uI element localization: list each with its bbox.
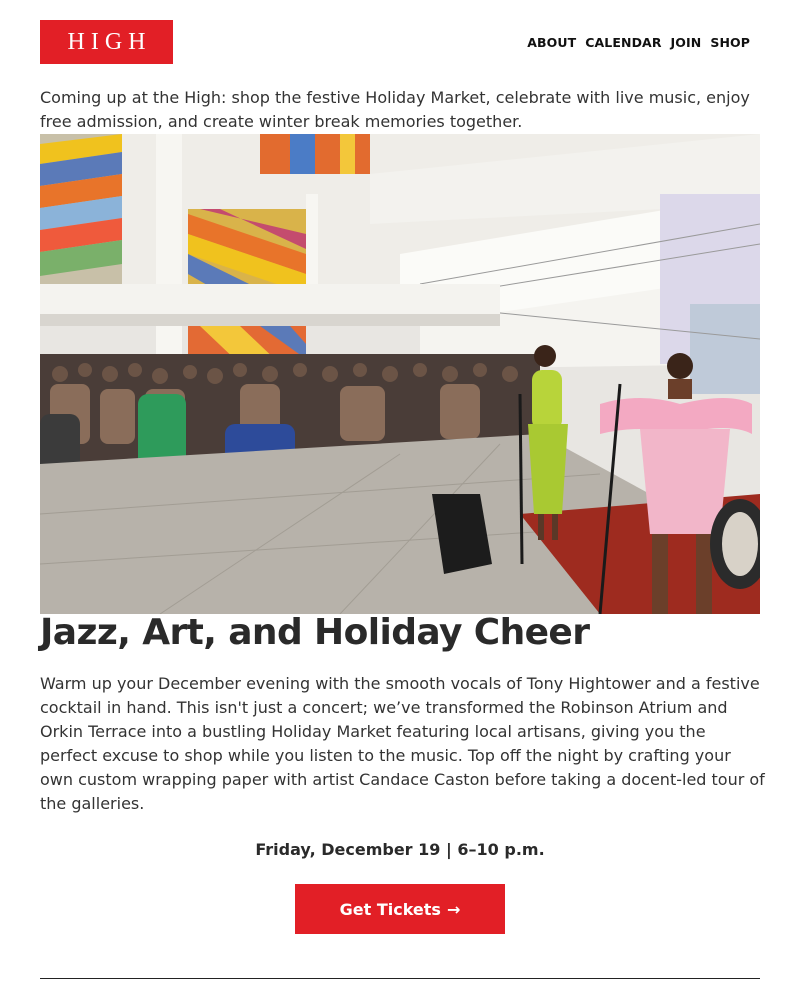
nav-shop-link[interactable]: SHOP bbox=[710, 35, 750, 50]
article-body: Warm up your December evening with the smooth vocals of Tony Hightower and a festive cocktail in hand. This isn't just a concert; we’ve transformed the Robinson Atrium and Orkin Terrace into a bustling Holiday Market featuring local artisans, giving you the perfect excuse to shop while you listen to the music. Top off the night by crafting your own custom wrapping paper with artist Candace Caston before taking a docent-led tour of the galleries. bbox=[40, 674, 765, 813]
atrium-concert-photo bbox=[40, 134, 760, 614]
mural-left bbox=[40, 134, 122, 284]
get-tickets-button[interactable] bbox=[295, 884, 505, 934]
article-headline: Jazz, Art, and Holiday Cheer bbox=[40, 612, 590, 653]
logo-text: HIGH bbox=[67, 28, 152, 55]
event-date: Friday, December 19 | 6–10 p.m. bbox=[255, 840, 545, 859]
top-nav bbox=[527, 35, 750, 50]
section-divider bbox=[40, 978, 760, 979]
nav-join-link[interactable]: JOIN bbox=[670, 35, 702, 50]
hero-image[interactable] bbox=[40, 134, 760, 614]
intro-text: Coming up at the High: shop the festive Holiday Market, celebrate with live music, enjoy free admission, and create winter break memories together. bbox=[40, 88, 750, 131]
get-tickets-label: Get Tickets bbox=[339, 899, 441, 919]
nav-about-link[interactable]: ABOUT bbox=[527, 35, 577, 50]
high-logo[interactable] bbox=[40, 20, 173, 64]
arrow-right-icon: → bbox=[446, 899, 461, 919]
nav-calendar-link[interactable]: CALENDAR bbox=[585, 35, 662, 50]
